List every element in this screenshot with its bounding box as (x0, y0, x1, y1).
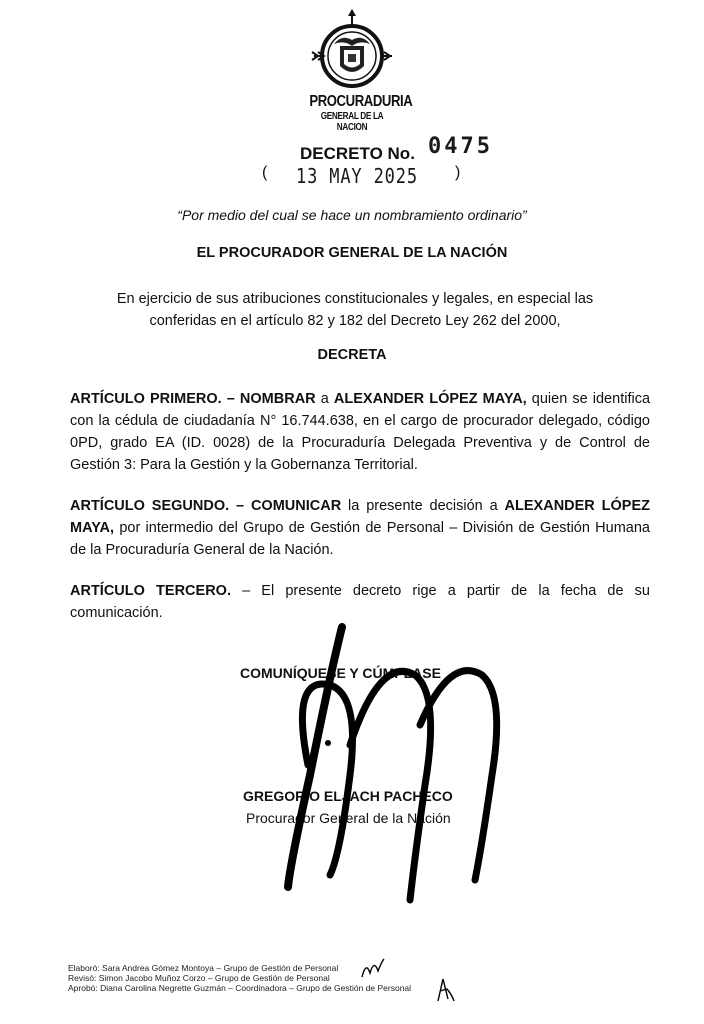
decreta-heading: DECRETA (317, 347, 387, 363)
decreto-date: 13 MAY 2025 (296, 164, 418, 188)
handwritten-signature (230, 615, 530, 915)
decreto-number: 0475 (428, 134, 493, 159)
initials-signature-1 (358, 955, 386, 981)
appointee-name: ALEXANDER LÓPEZ MAYA, (333, 391, 527, 407)
appointee-name: ALEXANDER LÓPEZ MAYA, (70, 498, 650, 536)
org-name-line2: GENERAL DE LA NACION (320, 111, 384, 133)
article-primero (70, 388, 650, 476)
signer-name: GREGORIO ELJACH PACHECO (243, 788, 453, 804)
decreto-label: DECRETO No. (300, 144, 415, 163)
footer-reviso: Revisó: Simon Jacobo Muñoz Corzo – Grupo de Gestión de Personal (68, 973, 330, 983)
procuraduria-seal-icon (304, 8, 400, 100)
decreto-subject: “Por medio del cual se hace un nombramiento ordinario” (177, 207, 527, 223)
article-text: – El presente decreto rige a partir de la fecha de su comunicación. (70, 583, 650, 621)
initials-signature-2 (434, 975, 456, 1003)
article-text: por intermedio del Grupo de Gestión de Personal – División de Gestión Humana de la Procuraduría General de la Nación. (70, 520, 650, 558)
authority-heading: EL PROCURADOR GENERAL DE LA NACIÓN (196, 245, 508, 261)
article-text: quien se identifica con la cédula de ciudadanía N° 16.744.638, en el cargo de procurador delegado, código 0PD, grado EA (ID. 0028) de la Procuraduría Delegada Preventiva y de Control de Gestión 3: Para la Gestión y la Gobernanza Territorial. (70, 391, 651, 473)
article-heading: ARTÍCULO TERCERO. (70, 583, 231, 599)
article-heading: ARTÍCULO SEGUNDO. – COMUNICAR (70, 498, 342, 514)
article-text: a (315, 391, 334, 407)
article-text: la presente decisión a (341, 498, 505, 514)
footer-elaboro: Elaboró: Sara Andrea Gómez Montoya – Grupo de Gestión de Personal (68, 963, 339, 973)
date-paren-close: ) (455, 164, 461, 181)
preamble-paragraph: En ejercicio de sus atribuciones constitucionales y legales, en especial las conferidas en el artículo 82 y 182 del Decreto Ley 262 del 2000, (116, 291, 594, 329)
signer-title: Procurador General de la Nación (246, 810, 451, 826)
org-name-line1: PROCURADURIA (309, 93, 413, 110)
date-paren-open: ( (262, 164, 268, 181)
closing-formula: COMUNÍQUESE Y CÚMPLASE (240, 665, 441, 681)
article-segundo (70, 495, 650, 561)
footer-aprobo: Aprobó: Diana Carolina Negrette Guzmán – Coordinadora – Grupo de Gestión de Personal (68, 983, 412, 993)
article-heading: ARTÍCULO PRIMERO. – NOMBRAR (70, 391, 316, 407)
